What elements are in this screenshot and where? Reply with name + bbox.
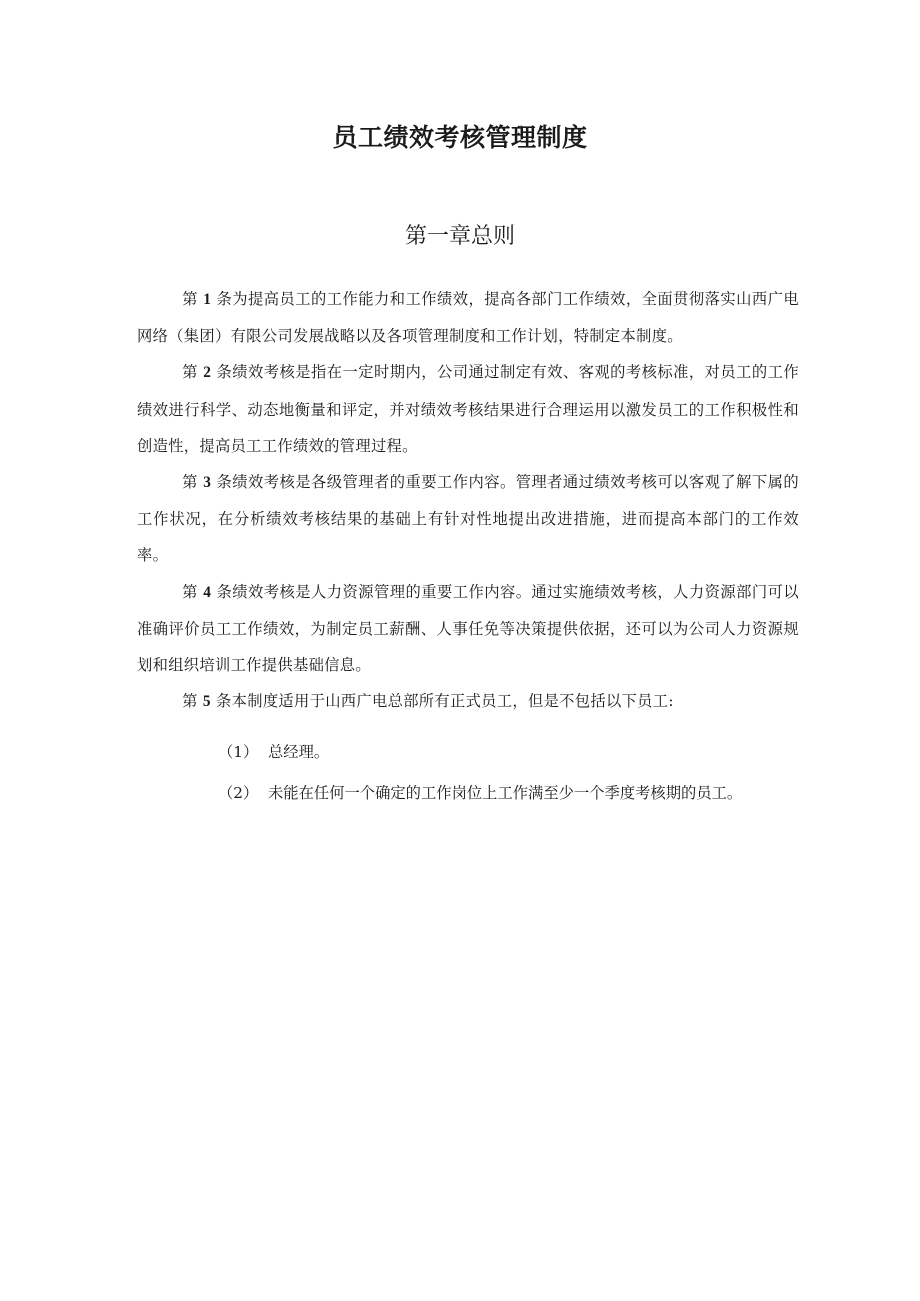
article-prefix: 第 bbox=[182, 582, 198, 601]
article-text: 条绩效考核是指在一定时期内，公司通过制定有效、客观的考核标准，对员工的工作绩效进行科学、动态地衡量和评定，并对绩效考核结果进行合理运用以激发员工的工作积极性和创造性，提高员工工作绩效的管理过程。 bbox=[137, 363, 799, 455]
list-item bbox=[218, 773, 742, 814]
article-text: 条绩效考核是人力资源管理的重要工作内容。通过实施绩效考核，人力资源部门可以准确评价员工工作绩效，为制定员工薪酬、人事任免等决策提供依据，还可以为公司人力资源规划和组织培训工作提供基础信息。 bbox=[137, 582, 799, 675]
article-prefix: 第 bbox=[182, 290, 198, 308]
article-prefix: 第 bbox=[182, 692, 198, 711]
article-number: 3 bbox=[203, 474, 212, 492]
article-prefix: 第 bbox=[182, 363, 198, 382]
article-5 bbox=[137, 683, 799, 720]
list-item-text: 总经理。 bbox=[268, 743, 330, 761]
exclusion-list bbox=[218, 732, 742, 814]
article-number: 2 bbox=[203, 364, 212, 382]
article-1 bbox=[137, 281, 799, 354]
article-number: 5 bbox=[202, 693, 211, 711]
article-text: 条本制度适用于山西广电总部所有正式员工，但是不包括以下员工: bbox=[216, 692, 674, 711]
list-item-marker: （2） bbox=[218, 784, 259, 802]
article-text: 条为提高员工的工作能力和工作绩效，提高各部门工作绩效，全面贯彻落实山西广电网络（集团）有限公司发展战略以及各项管理制度和工作计划，特制定本制度。 bbox=[137, 290, 799, 346]
article-text: 条绩效考核是各级管理者的重要工作内容。管理者通过绩效考核可以客观了解下属的工作状况，在分析绩效考核结果的基础上有针对性地提出改进措施，进而提高本部门的工作效率。 bbox=[137, 473, 799, 565]
article-3 bbox=[137, 464, 799, 574]
article-number: 4 bbox=[203, 583, 212, 601]
article-number: 1 bbox=[203, 291, 212, 308]
list-item-text: 未能在任何一个确定的工作岗位上工作满至少一个季度考核期的员工。 bbox=[268, 784, 743, 802]
list-item-marker: （1） bbox=[218, 743, 259, 761]
article-4 bbox=[137, 574, 799, 684]
article-prefix: 第 bbox=[182, 473, 198, 492]
chapter-title: 第一章总则 bbox=[404, 224, 515, 249]
document-title: 员工绩效考核管理制度 bbox=[332, 123, 588, 152]
document-body bbox=[137, 281, 799, 720]
list-item bbox=[218, 732, 742, 773]
article-2 bbox=[137, 354, 799, 464]
